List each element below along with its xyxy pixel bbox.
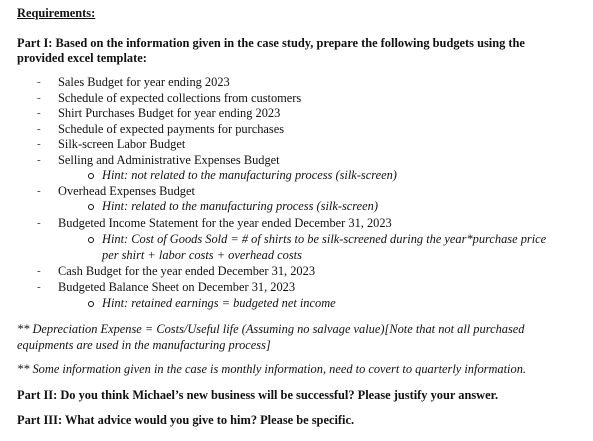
- requirements-heading: Requirements:: [17, 6, 96, 20]
- list-item-selling-admin-budget: Selling and Administrative Expenses Budget: [58, 153, 280, 167]
- list-item-shirt-purchases-budget: Shirt Purchases Budget for year ending 2023: [58, 106, 281, 120]
- bullet-dash: -: [37, 92, 41, 104]
- bullet-dash: -: [37, 281, 41, 293]
- part1-instruction-line1: Part I: Based on the information given in the case study, prepare the following budgets using the: [17, 36, 525, 50]
- hint-bullet-icon: [88, 173, 94, 179]
- bullet-dash: -: [37, 185, 41, 197]
- bullet-dash: -: [37, 123, 41, 135]
- part3-question: Part III: What advice would you give to him? Please be specific.: [17, 413, 355, 427]
- bullet-dash: -: [37, 107, 41, 119]
- hint-overhead: Hint: related to the manufacturing process (silk-screen): [102, 199, 378, 213]
- bullet-dash: -: [37, 154, 41, 166]
- list-item-income-statement: Budgeted Income Statement for the year ended December 31, 2023: [58, 216, 392, 230]
- note-depreciation-line1: ** Depreciation Expense = Costs/Useful life (Assuming no salvage value)[Note that not all purchased: [17, 322, 525, 336]
- bullet-dash: -: [37, 76, 41, 88]
- part1-instruction-line2: provided excel template:: [17, 51, 147, 65]
- bullet-dash: -: [37, 138, 41, 150]
- list-item-overhead-budget: Overhead Expenses Budget: [58, 184, 195, 198]
- bullet-dash: -: [37, 265, 41, 277]
- hint-bullet-icon: [88, 237, 94, 243]
- bullet-dash: -: [37, 217, 41, 229]
- list-item-cash-budget: Cash Budget for the year ended December 31, 2023: [58, 264, 316, 278]
- list-item-collections-schedule: Schedule of expected collections from customers: [58, 91, 302, 105]
- hint-bullet-icon: [88, 301, 94, 307]
- part2-question: Part II: Do you think Michael’s new business will be successful? Please justify your answer.: [17, 388, 499, 402]
- note-depreciation-line2: equipments are used in the manufacturing process]: [17, 338, 271, 352]
- note-quarterly: ** Some information given in the case is monthly information, need to covert to quarterly information.: [17, 362, 526, 376]
- list-item-payments-schedule: Schedule of expected payments for purchases: [58, 122, 285, 136]
- list-item-sales-budget: Sales Budget for year ending 2023: [58, 75, 230, 89]
- list-item-balance-sheet: Budgeted Balance Sheet on December 31, 2023: [58, 280, 296, 294]
- hint-cogs-line2: per shirt + labor costs + overhead costs: [102, 248, 302, 262]
- hint-cogs-line1: Hint: Cost of Goods Sold = # of shirts to be silk-screened during the year*purchase price: [102, 232, 547, 246]
- list-item-labor-budget: Silk-screen Labor Budget: [58, 137, 186, 151]
- hint-selling-admin: Hint: not related to the manufacturing process (silk-screen): [102, 168, 397, 182]
- hint-retained-earnings: Hint: retained earnings = budgeted net income: [102, 296, 336, 310]
- hint-bullet-icon: [88, 204, 94, 210]
